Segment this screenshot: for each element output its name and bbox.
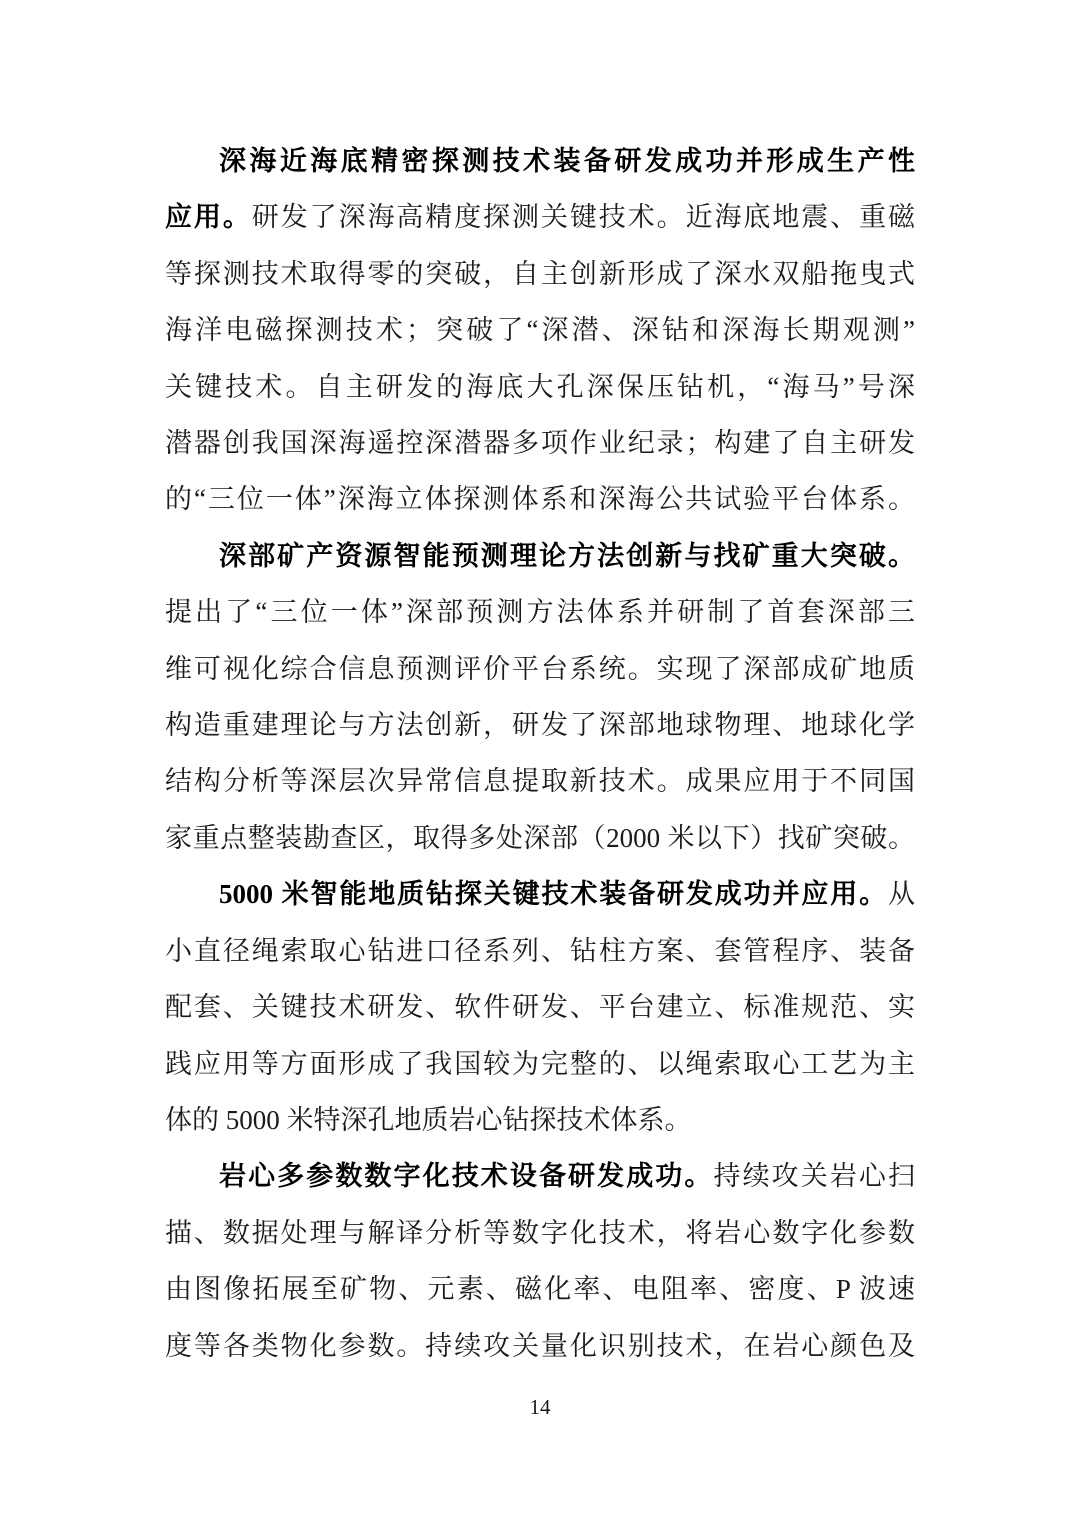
body-text: 践应用等方面形成了我国较为完整的、以绳索取心工艺为主 xyxy=(165,1048,915,1079)
body-text: 维可视化综合信息预测评价平台系统。实现了深部成矿地质 xyxy=(165,653,915,684)
text-line xyxy=(165,528,915,584)
heading-run-in-text: 应用。 xyxy=(165,202,252,233)
body-text: 配套、关键技术研发、软件研发、平台建立、标准规范、实 xyxy=(165,992,915,1023)
text-line xyxy=(165,471,915,527)
text-line xyxy=(165,189,915,245)
heading-run-in-text: 深部矿产资源智能预测理论方法创新与找矿重大突破。 xyxy=(219,540,915,571)
text-line xyxy=(165,1261,915,1317)
body-text: 关键技术。自主研发的海底大孔深保压钻机，“海马”号深 xyxy=(165,371,915,402)
body-text: 体的 5000 米特深孔地质岩心钻探技术体系。 xyxy=(165,1104,692,1135)
text-line xyxy=(165,810,915,866)
text-line xyxy=(165,866,915,922)
heading-run-in-text: 5000 米智能地质钻探关键技术装备研发成功并应用。 xyxy=(219,879,888,910)
text-line xyxy=(165,923,915,979)
body-text: 从 xyxy=(888,879,915,910)
text-line xyxy=(165,302,915,358)
body-text: 描、数据处理与解译分析等数字化技术，将岩心数字化参数 xyxy=(165,1217,915,1248)
paragraph xyxy=(165,1148,915,1374)
text-line xyxy=(165,1036,915,1092)
text-line xyxy=(165,1148,915,1204)
page-footer xyxy=(0,1392,1080,1422)
body-text: 等探测技术取得零的突破，自主创新形成了深水双船拖曳式 xyxy=(165,258,915,289)
body-text: 研发了深海高精度探测关键技术。近海底地震、重磁 xyxy=(251,202,916,233)
text-line xyxy=(165,415,915,471)
body-text: 家重点整装勘查区，取得多处深部（2000 米以下）找矿突破。 xyxy=(165,822,915,853)
text-line xyxy=(165,753,915,809)
paragraph xyxy=(165,866,915,1148)
body-text: 提出了“三位一体”深部预测方法体系并研制了首套深部三 xyxy=(165,597,915,628)
body-text: 度等各类物化参数。持续攻关量化识别技术，在岩心颜色及 xyxy=(165,1330,915,1361)
text-line xyxy=(165,1205,915,1261)
text-line xyxy=(165,359,915,415)
page-number: 14 xyxy=(529,1395,551,1419)
text-line xyxy=(165,641,915,697)
body-text: 由图像拓展至矿物、元素、磁化率、电阻率、密度、P 波速 xyxy=(165,1274,915,1305)
body-text: 海洋电磁探测技术；突破了“深潜、深钻和深海长期观测” xyxy=(165,315,915,346)
text-line xyxy=(165,133,915,189)
document-body xyxy=(165,133,915,1374)
text-line xyxy=(165,979,915,1035)
text-line xyxy=(165,246,915,302)
body-text: 小直径绳索取心钻进口径系列、钻柱方案、套管程序、装备 xyxy=(165,935,915,966)
text-line xyxy=(165,697,915,753)
body-text: 潜器创我国深海遥控深潜器多项作业纪录；构建了自主研发 xyxy=(165,428,915,459)
heading-run-in-text: 岩心多参数数字化技术设备研发成功。 xyxy=(219,1161,714,1192)
body-text: 持续攻关岩心扫 xyxy=(713,1161,916,1192)
text-line xyxy=(165,1092,915,1148)
heading-run-in-text: 深海近海底精密探测技术装备研发成功并形成生产性 xyxy=(219,146,915,176)
body-text: 构造重建理论与方法创新，研发了深部地球物理、地球化学 xyxy=(165,710,915,741)
text-line xyxy=(165,1318,915,1374)
paragraph xyxy=(165,133,915,528)
paragraph xyxy=(165,528,915,866)
body-text: 的“三位一体”深海立体探测体系和深海公共试验平台体系。 xyxy=(165,484,915,515)
body-text: 结构分析等深层次异常信息提取新技术。成果应用于不同国 xyxy=(165,766,915,797)
text-line xyxy=(165,584,915,640)
